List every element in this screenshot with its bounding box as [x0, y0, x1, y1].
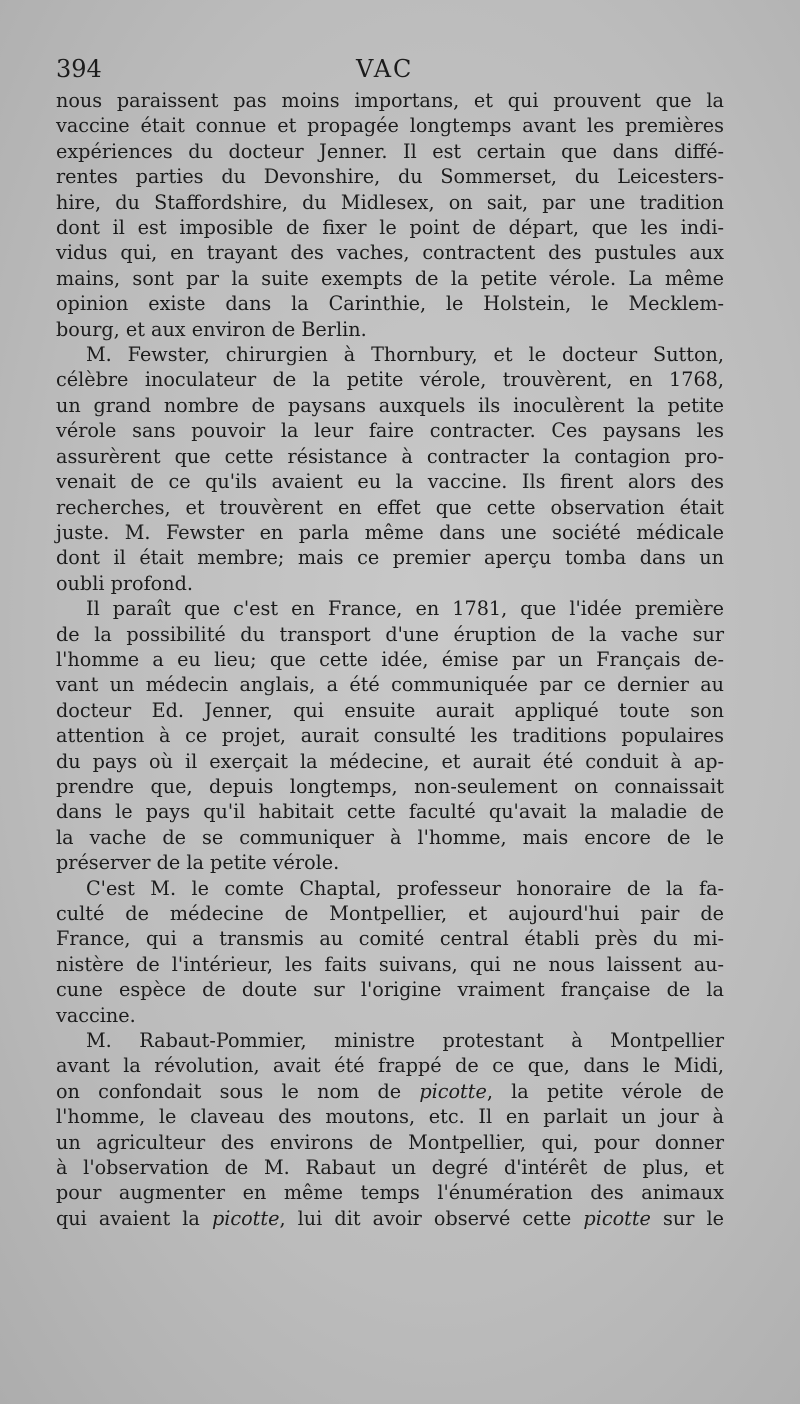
- page-number: 394: [56, 55, 102, 83]
- running-title: VAC: [356, 55, 414, 83]
- text-line: vant un médecin anglais, a été communiquée par ce dernier au: [56, 673, 724, 697]
- text-line: vérole sans pouvoir la leur faire contracter. Ces paysans les: [56, 419, 724, 443]
- text-line: de la possibilité du transport d'une éruption de la vache sur: [56, 622, 724, 646]
- text-line: opinion existe dans la Carinthie, le Holstein, le Mecklem-: [56, 292, 724, 316]
- paragraph: [56, 342, 724, 596]
- text-line: nous paraissent pas moins importans, et qui prouvent que la: [56, 89, 724, 112]
- text-line: l'homme a eu lieu; que cette idée, émise par un Français de-: [56, 647, 724, 671]
- text-line: venait de ce qu'ils avaient eu la vaccine. Ils firent alors des: [56, 470, 724, 494]
- text-line: M. Rabaut-Pommier, ministre protestant à Montpellier: [86, 1029, 724, 1053]
- text-line: un agriculteur des environs de Montpellier, qui, pour donner: [56, 1130, 724, 1154]
- text-line: assurèrent que cette résistance à contracter la contagion pro-: [56, 444, 724, 468]
- text-line: préserver de la petite vérole.: [56, 851, 340, 875]
- text-line: vaccine.: [56, 1003, 136, 1027]
- text-line: docteur Ed. Jenner, qui ensuite aurait appliqué toute son: [56, 698, 724, 722]
- text-line: la vache de se communiquer à l'homme, mais encore de le: [56, 825, 724, 849]
- text-line: un grand nombre de paysans auxquels ils inoculèrent la petite: [56, 393, 724, 417]
- book-page: [56, 50, 724, 1231]
- text-line: rentes parties du Devonshire, du Sommerset, du Leicesters-: [56, 165, 724, 189]
- text-line: recherches, et trouvèrent en effet que cette observation était: [56, 495, 724, 519]
- text-line: France, qui a transmis au comité central établi près du mi-: [56, 927, 724, 951]
- text-line: cune espèce de doute sur l'origine vraiment française de la: [56, 978, 724, 1002]
- text-line: culté de médecine de Montpellier, et aujourd'hui pair de: [56, 902, 724, 925]
- text-line: du pays où il exerçait la médecine, et aurait été conduit à ap-: [56, 749, 724, 773]
- text-line: à l'observation de M. Rabaut un degré d'intérêt de plus, et: [56, 1156, 724, 1180]
- text-line: hire, du Staffordshire, du Midlesex, on sait, par une tradition: [56, 190, 724, 214]
- text-line: dont il est imposible de fixer le point de départ, que les indi-: [56, 216, 724, 240]
- paragraph: [56, 1028, 724, 1231]
- text-line: célèbre inoculateur de la petite vérole, trouvèrent, en 1768,: [56, 368, 724, 392]
- text-line: avant la révolution, avait été frappé de ce que, dans le Midi,: [56, 1054, 724, 1078]
- text-line: nistère de l'intérieur, les faits suivans, qui ne nous laissent au-: [56, 952, 724, 976]
- text-line: l'homme, le claveau des moutons, etc. Il en parlait un jour à: [56, 1105, 724, 1129]
- text-line: vaccine était connue et propagée longtemps avant les premières: [56, 114, 724, 138]
- text-line: pour augmenter en même temps l'énumération des animaux: [56, 1181, 724, 1205]
- paragraph: [56, 596, 724, 875]
- text-line: dans le pays qu'il habitait cette faculté qu'avait la maladie de: [56, 800, 724, 824]
- paragraph: [56, 876, 724, 1028]
- text-line: oubli profond.: [56, 571, 193, 595]
- text-line: dont il était membre; mais ce premier aperçu tomba dans un: [56, 546, 724, 570]
- paragraph: [56, 88, 724, 342]
- text-line: qui avaient la picotte, lui dit avoir observé cette picotte sur le: [56, 1206, 724, 1230]
- text-line: prendre que, depuis longtemps, non-seulement on connaissait: [56, 774, 724, 798]
- text-line: M. Fewster, chirurgien à Thornbury, et le docteur Sutton,: [86, 343, 724, 367]
- running-head: [56, 50, 724, 88]
- text-line: on confondait sous le nom de picotte, la petite vérole de: [56, 1079, 724, 1103]
- body-text: [56, 88, 724, 1231]
- text-line: mains, sont par la suite exempts de la petite vérole. La même: [56, 266, 724, 290]
- text-line: juste. M. Fewster en parla même dans une société médicale: [56, 520, 724, 544]
- text-line: Il paraît que c'est en France, en 1781, que l'idée première: [86, 597, 724, 621]
- text-line: attention à ce projet, aurait consulté les traditions populaires: [56, 724, 724, 748]
- text-line: expériences du docteur Jenner. Il est certain que dans diffé-: [56, 139, 724, 163]
- text-line: vidus qui, en trayant des vaches, contractent des pustules aux: [56, 241, 724, 265]
- text-line: bourg, et aux environ de Berlin.: [56, 317, 367, 341]
- text-line: C'est M. le comte Chaptal, professeur honoraire de la fa-: [86, 876, 724, 900]
